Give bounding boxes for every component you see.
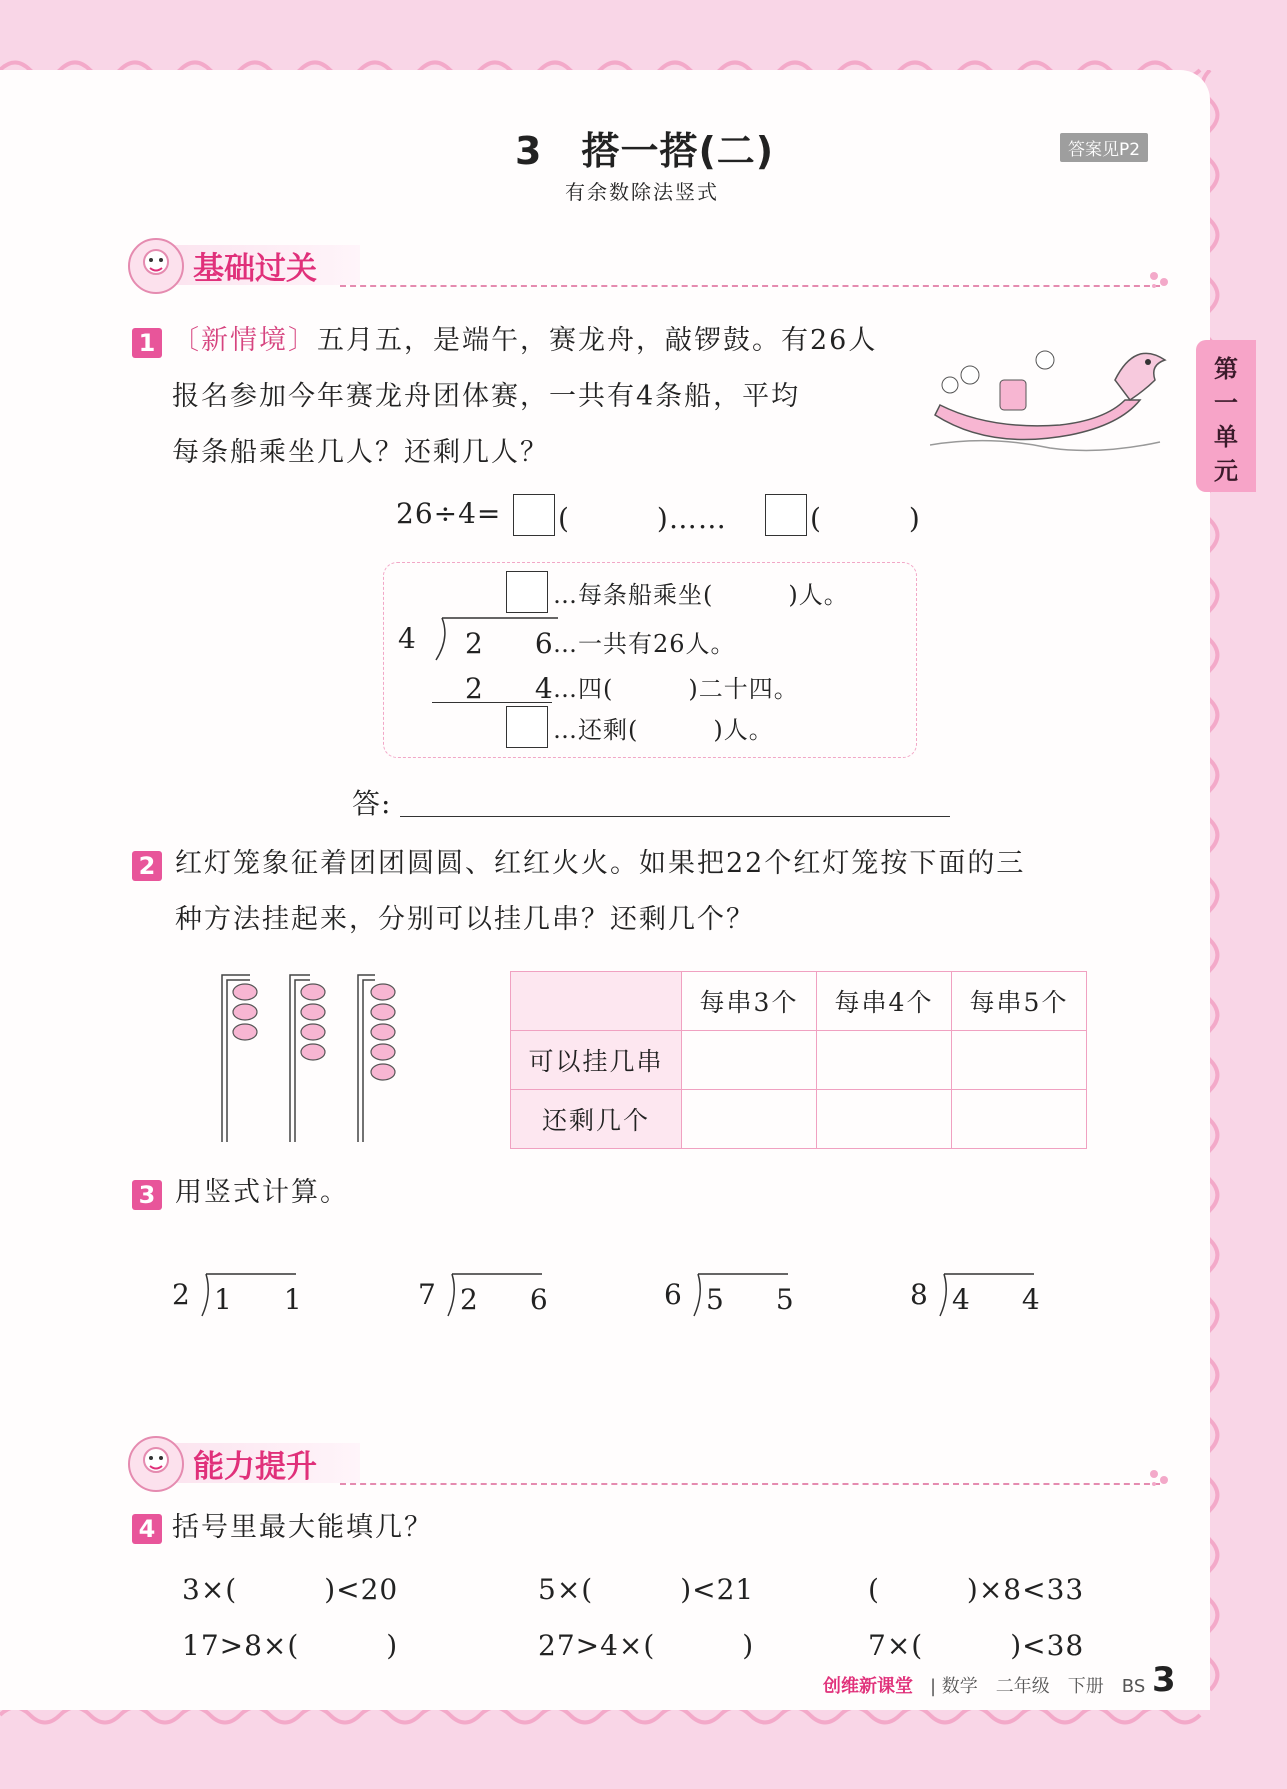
quotient-answer-box[interactable]: [513, 494, 555, 536]
problem-dividend: 5 5: [706, 1283, 806, 1316]
problem-dividend: 4 4: [952, 1283, 1052, 1316]
answer-line[interactable]: [400, 816, 950, 817]
section-heading-advanced: 能力提升: [193, 1449, 317, 1485]
question-number: 4: [132, 1514, 162, 1544]
question-line: 五月五，是端午，赛龙舟，敲锣鼓。有26人: [317, 325, 878, 356]
mascot-icon: [128, 238, 184, 294]
lantern-table: [510, 971, 1087, 1149]
inequality-item[interactable]: ( )×8<33: [868, 1573, 1085, 1606]
table-row-header: 可以挂几串: [511, 1031, 682, 1090]
section-divider: [340, 285, 1160, 287]
problem-divisor: 6: [664, 1278, 694, 1311]
division-note: …四( )二十四。: [553, 675, 799, 703]
table-answer-cell[interactable]: [682, 1031, 817, 1090]
unit-tab-char: 第: [1214, 355, 1238, 383]
table-answer-cell[interactable]: [682, 1090, 817, 1149]
question-line: 种方法挂起来，分别可以挂几串？还剩几个？: [175, 904, 755, 935]
product: 2 4: [465, 672, 565, 705]
inequality-item[interactable]: 27>4×( ): [538, 1629, 755, 1662]
table-answer-cell[interactable]: [817, 1031, 952, 1090]
division-problem: [418, 1278, 560, 1316]
table-corner-cell: [511, 972, 682, 1031]
unit-tab-char: 元: [1214, 457, 1238, 485]
table-answer-cell[interactable]: [817, 1090, 952, 1149]
question-3-text: 用竖式计算。: [175, 1177, 349, 1208]
problem-divisor: 2: [172, 1278, 202, 1311]
table-col-header: 每串5个: [952, 972, 1087, 1031]
division-note: …每条船乘坐( )人。: [553, 581, 849, 609]
question-line: 红灯笼象征着团团圆圆、红红火火。如果把22个红灯笼按下面的三: [175, 848, 1026, 879]
page-number: 3: [1152, 1660, 1176, 1700]
subtraction-line: [432, 702, 552, 703]
footer-brand: 创维新课堂: [823, 1676, 913, 1697]
answer-label: 答:: [352, 787, 392, 820]
inequality-item[interactable]: 17>8×( ): [182, 1629, 399, 1662]
equation-left: 26÷4=: [396, 497, 502, 530]
equation-right: ( ): [810, 502, 921, 535]
inequality-item[interactable]: 5×( )<21: [538, 1573, 755, 1606]
question-4-text: 括号里最大能填几？: [172, 1512, 433, 1543]
answer-reference-tag: 答案见P2: [1060, 133, 1148, 162]
division-problem: [664, 1278, 806, 1316]
division-problem: [910, 1278, 1052, 1316]
table-col-header: 每串4个: [817, 972, 952, 1031]
lantern-strings-illustration: [210, 970, 410, 1145]
inequality-item[interactable]: 3×( )<20: [182, 1573, 399, 1606]
page-subtitle: 有余数除法竖式: [565, 180, 719, 204]
unit-tab-char: 单: [1214, 423, 1238, 451]
dots-decoration-icon: [1148, 1468, 1172, 1488]
question-1-text: [172, 313, 932, 481]
footer-book-info: | 数学 二年级 下册 BS: [930, 1676, 1146, 1697]
section-heading-basic: 基础过关: [193, 251, 317, 287]
question-2-text: [175, 836, 1195, 948]
question-number: 2: [132, 851, 162, 881]
question-number: 3: [132, 1180, 162, 1210]
new-context-tag: 〔新情境〕: [172, 325, 317, 356]
dragon-boat-illustration: [930, 320, 1170, 455]
dots-decoration-icon: [1148, 270, 1172, 290]
division-problem: [172, 1278, 314, 1316]
division-note: …一共有26人。: [553, 630, 736, 658]
section-divider: [340, 1483, 1160, 1485]
problem-dividend: 1 1: [214, 1283, 314, 1316]
remainder-box[interactable]: [506, 706, 548, 748]
table-answer-cell[interactable]: [952, 1031, 1087, 1090]
table-col-header: 每串3个: [682, 972, 817, 1031]
page-title: 3 搭一搭(二): [515, 129, 775, 173]
divisor: 4: [398, 622, 428, 655]
table-answer-cell[interactable]: [952, 1090, 1087, 1149]
problem-divisor: 7: [418, 1278, 448, 1311]
problem-dividend: 2 6: [460, 1283, 560, 1316]
unit-tab-char: 一: [1214, 389, 1238, 417]
mascot-icon: [128, 1436, 184, 1492]
inequality-item[interactable]: 7×( )<38: [868, 1629, 1085, 1662]
division-note: …还剩( )人。: [553, 716, 774, 744]
question-line: 报名参加今年赛龙舟团体赛，一共有4条船，平均: [172, 381, 801, 412]
quotient-box[interactable]: [506, 571, 548, 613]
equation-mid: ( )……: [558, 502, 727, 535]
remainder-answer-box[interactable]: [765, 494, 807, 536]
problem-divisor: 8: [910, 1278, 940, 1311]
table-row-header: 还剩几个: [511, 1090, 682, 1149]
question-number: 1: [132, 328, 162, 358]
question-line: 每条船乘坐几人？还剩几人？: [172, 437, 549, 468]
unit-tab[interactable]: [1196, 340, 1256, 492]
dividend: 2 6: [465, 627, 565, 660]
